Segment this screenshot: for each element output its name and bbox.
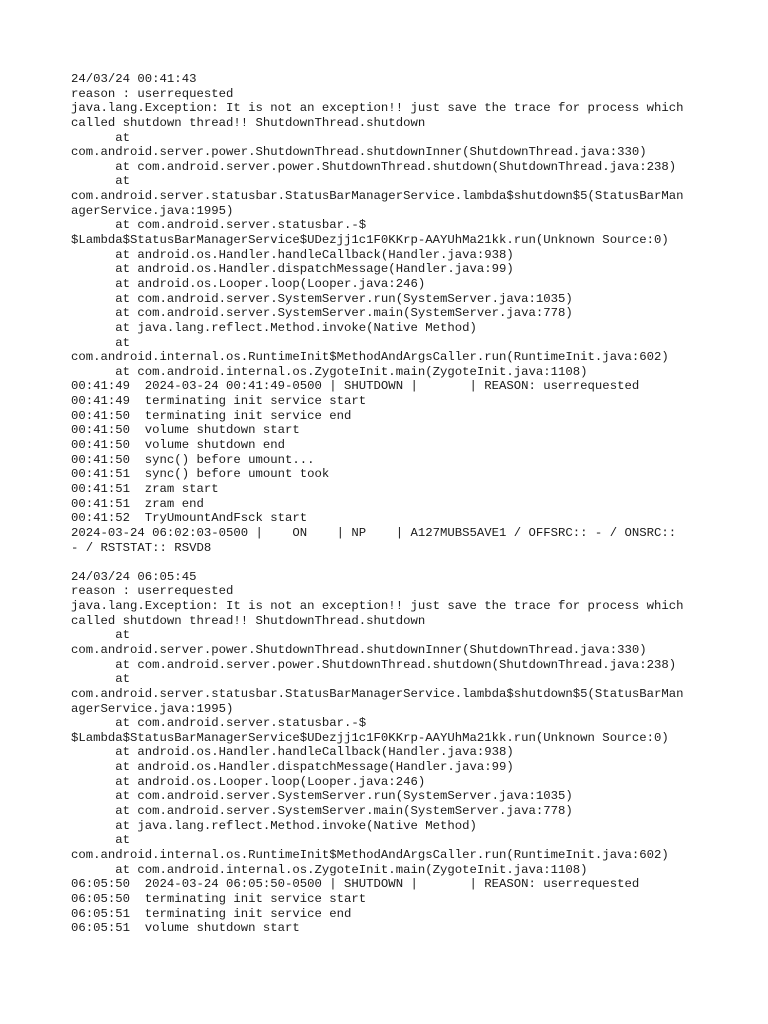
- log-line: 24/03/24 00:41:43: [71, 72, 197, 86]
- log-line: at: [71, 174, 131, 189]
- log-line: at android.os.Handler.dispatchMessage(Handler.java:99): [71, 262, 514, 277]
- log-line: at com.android.server.SystemServer.run(SystemServer.java:1035): [71, 291, 573, 306]
- log-line: at com.android.server.statusbar.-$: [71, 716, 367, 731]
- log-line: at com.android.server.power.ShutdownThread.shutdown(ShutdownThread.java:238): [71, 657, 677, 672]
- log-line: reason : userrequested: [71, 584, 234, 599]
- log-line: com.android.server.statusbar.StatusBarManagerService.lambda$shutdown$5(StatusBarMan: [71, 189, 684, 204]
- log-line: $Lambda$StatusBarManagerService$UDezjj1c1F0KKrp-AAYUhMa21kk.run(Unknown Source:0): [71, 233, 669, 248]
- log-line: at java.lang.reflect.Method.invoke(Native Method): [71, 320, 477, 335]
- log-line: 2024-03-24 06:02:03-0500 | ON | NP | A127MUBS5AVE1 / OFFSRC:: - / ONSRC::: [71, 525, 677, 540]
- log-line: 24/03/24 06:05:45: [71, 569, 197, 584]
- log-line: at java.lang.reflect.Method.invoke(Native Method): [71, 818, 477, 833]
- log-line: com.android.server.power.ShutdownThread.shutdownInner(ShutdownThread.java:330): [71, 642, 647, 657]
- log-line: at com.android.server.power.ShutdownThread.shutdown(ShutdownThread.java:238): [71, 159, 677, 174]
- log-line: called shutdown thread!! ShutdownThread.shutdown: [71, 613, 426, 628]
- log-line: 06:05:51 terminating init service end: [71, 906, 352, 921]
- log-line: java.lang.Exception: It is not an exception!! just save the trace for process which: [71, 101, 684, 116]
- log-line: called shutdown thread!! ShutdownThread.shutdown: [71, 115, 426, 130]
- log-line: 00:41:52 TryUmountAndFsck start: [71, 511, 308, 526]
- log-line: at com.android.server.SystemServer.run(SystemServer.java:1035): [71, 789, 573, 804]
- log-line: com.android.server.power.ShutdownThread.shutdownInner(ShutdownThread.java:330): [71, 145, 647, 160]
- log-line: 00:41:51 zram end: [71, 496, 204, 511]
- log-document: [71, 72, 761, 936]
- log-line: 00:41:50 volume shutdown end: [71, 438, 286, 453]
- log-line: at android.os.Handler.handleCallback(Handler.java:938): [71, 247, 514, 262]
- log-line: at: [71, 628, 131, 643]
- log-line: 00:41:50 sync() before umount...: [71, 452, 315, 467]
- log-line: 00:41:49 terminating init service start: [71, 394, 367, 409]
- log-line: com.android.internal.os.RuntimeInit$MethodAndArgsCaller.run(RuntimeInit.java:602): [71, 350, 669, 365]
- blank-line: [71, 555, 761, 570]
- log-line: agerService.java:1995): [71, 203, 234, 218]
- log-line: at android.os.Handler.dispatchMessage(Handler.java:99): [71, 760, 514, 775]
- log-line: 00:41:49 2024-03-24 00:41:49-0500 | SHUTDOWN | | REASON: userrequested: [71, 379, 640, 394]
- log-line: com.android.internal.os.RuntimeInit$MethodAndArgsCaller.run(RuntimeInit.java:602): [71, 847, 669, 862]
- log-line: at: [71, 130, 131, 145]
- log-line: agerService.java:1995): [71, 701, 234, 716]
- log-line: - / RSTSTAT:: RSVD8: [71, 540, 212, 555]
- log-line: at: [71, 672, 131, 687]
- log-line: reason : userrequested: [71, 86, 234, 101]
- log-line: com.android.server.statusbar.StatusBarManagerService.lambda$shutdown$5(StatusBarMan: [71, 686, 684, 701]
- log-line: 00:41:51 sync() before umount took: [71, 467, 330, 482]
- log-line: at com.android.internal.os.ZygoteInit.main(ZygoteInit.java:1108): [71, 862, 588, 877]
- log-line: 06:05:50 terminating init service start: [71, 891, 367, 906]
- log-line: 06:05:51 volume shutdown start: [71, 921, 300, 936]
- log-line: 00:41:50 terminating init service end: [71, 408, 352, 423]
- log-line: at android.os.Looper.loop(Looper.java:246): [71, 774, 426, 789]
- log-line: 06:05:50 2024-03-24 06:05:50-0500 | SHUTDOWN | | REASON: userrequested: [71, 877, 640, 892]
- log-line: at com.android.server.SystemServer.main(SystemServer.java:778): [71, 306, 573, 321]
- log-line: at: [71, 833, 131, 848]
- log-line: at com.android.server.SystemServer.main(SystemServer.java:778): [71, 804, 573, 819]
- log-line: at android.os.Looper.loop(Looper.java:246): [71, 276, 426, 291]
- log-line: at android.os.Handler.handleCallback(Handler.java:938): [71, 745, 514, 760]
- log-line: java.lang.Exception: It is not an exception!! just save the trace for process which: [71, 599, 684, 614]
- log-line: 00:41:50 volume shutdown start: [71, 423, 300, 438]
- log-line: 00:41:51 zram start: [71, 481, 219, 496]
- log-line: at com.android.server.statusbar.-$: [71, 218, 367, 233]
- log-line: at com.android.internal.os.ZygoteInit.main(ZygoteInit.java:1108): [71, 364, 588, 379]
- log-line: $Lambda$StatusBarManagerService$UDezjj1c1F0KKrp-AAYUhMa21kk.run(Unknown Source:0): [71, 730, 669, 745]
- log-line: at: [71, 335, 131, 350]
